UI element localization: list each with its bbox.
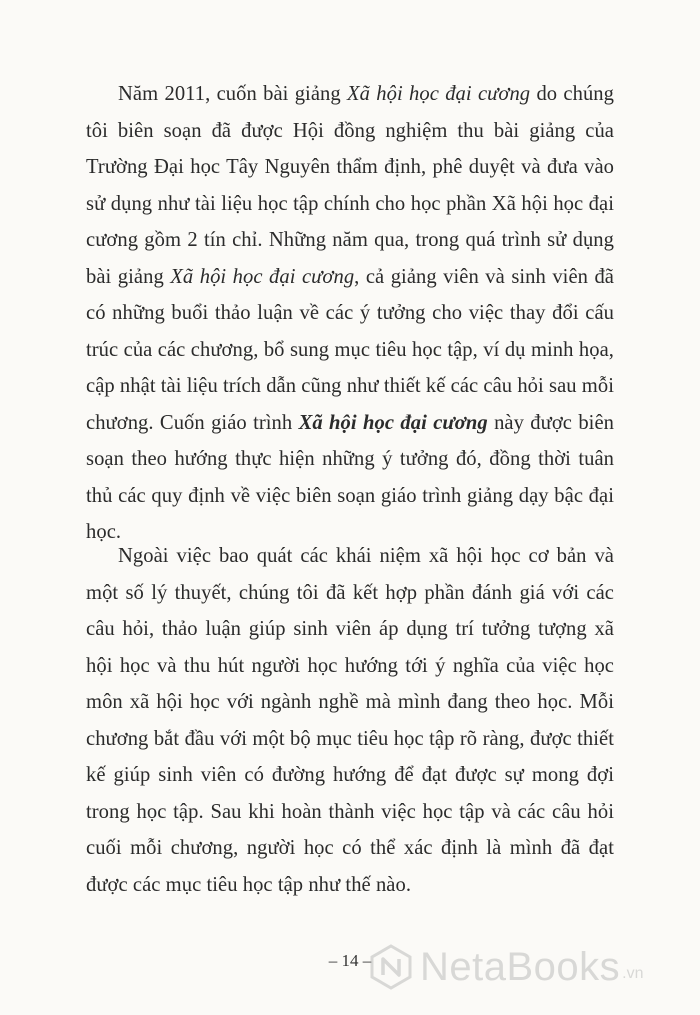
text-segment: Ngoài việc bao quát các khái niệm xã hội học cơ bản và một số lý thuyết, chúng tôi đã kết hợp phần đánh giá với các câu hỏi, thảo luận giúp sinh viên áp dụng trí tưởng tượng xã hội học và thu hút người học hướng tới ý nghĩa của việc học môn xã hội học với ngành nghề mà mình đang theo học. Mỗi chương bắt đầu với một bộ mục tiêu học tập rõ ràng, được thiết kế giúp sinh viên có đường hướng để đạt được sự mong đợi trong học tập. Sau khi hoàn thành việc học tập và các câu hỏi cuối mỗi chương, người học có thể xác định là mình đã đạt được các mục tiêu học tập như thế nào.	[86, 545, 614, 896]
watermark	[368, 941, 644, 993]
watermark-suffix: .vn	[622, 965, 644, 982]
paragraph-2	[86, 538, 614, 903]
text-segment: Xã hội học đại cương	[298, 411, 488, 434]
netabooks-logo-icon	[368, 944, 414, 990]
text-segment: Xã hội học đại cương	[347, 83, 531, 105]
text-segment: Năm 2011, cuốn bài giảng	[118, 83, 347, 105]
paragraph-1	[86, 76, 614, 551]
watermark-brand: NetaBooks	[420, 944, 621, 989]
text-segment: Xã hội học đại cương	[170, 265, 355, 288]
page-number: – 14 –	[328, 951, 372, 970]
text-segment: do chúng tôi biên soạn đã được Hội đồng nghiệm thu bài giảng của Trường Đại học Tây Nguyên thẩm định, phê duyệt và đưa vào sử dụng như tài liệu học tập chính cho học phần Xã hội học đại cương gồm 2 tín chỉ. Những năm qua, trong quá trình sử dụng bài giảng	[86, 83, 615, 288]
text-segment: , cả giảng viên và sinh viên đã có những buổi thảo luận về các ý tưởng cho việc thay đổi cấu trúc của các chương, bổ sung mục tiêu học tập, ví dụ minh họa, cập nhật tài liệu trích dẫn cũng như thiết kế các câu hỏi sau mỗi chương. Cuốn giáo trình	[86, 265, 614, 434]
text-segment: này được biên soạn theo hướng thực hiện những ý tưởng đó, đồng thời tuân thủ các quy định về việc biên soạn giáo trình giảng dạy bậc đại học.	[86, 411, 614, 543]
